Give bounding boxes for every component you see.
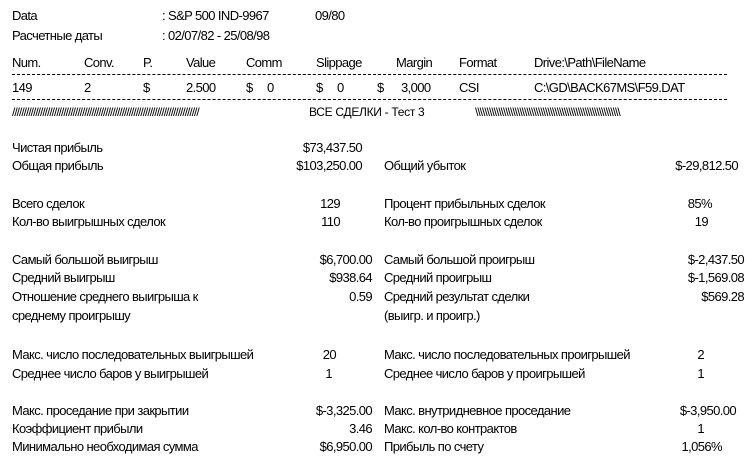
ratio-label-line2: среднему проигрышу (12, 308, 131, 323)
banner-title: ВСЕ СДЕЛКИ - Тест 3 (309, 105, 425, 119)
avg-trade-label-line1: Средний результат сделки (384, 289, 530, 304)
pct-profitable-value: 85% (687, 196, 712, 211)
col-margin: Margin (396, 55, 433, 70)
max-intraday-dd-value: $-3,950.00 (679, 403, 736, 418)
col-comm: Comm (246, 55, 282, 70)
val-format: CSI (459, 80, 479, 95)
header-divider (12, 74, 727, 75)
val-conv: 2 (84, 80, 91, 95)
ratio-label-line1: Отношение среднего выигрыша к (12, 289, 198, 304)
val-slip-currency: $ (316, 80, 323, 95)
net-profit-value: $73,437.50 (302, 140, 362, 155)
banner-right-fill: \\\\\\\\\\\\\\\\\\\\\\\\\\\\\\\\\\\\\\\\\\\\\\\\\\\\\\\\\\\\\\ (475, 105, 620, 119)
data-date: 09/80 (315, 8, 345, 23)
val-comm-currency: $ (246, 80, 253, 95)
gross-profit-value: $103,250.00 (296, 158, 362, 173)
col-format: Format (459, 55, 497, 70)
val-p: $ (143, 80, 150, 95)
avg-bars-losses-value: 1 (697, 366, 704, 381)
max-intraday-dd-label: Макс. внутридневное проседание (384, 403, 571, 418)
val-margin: 3,000 (401, 80, 431, 95)
pct-profitable-label: Процент прибыльных сделок (384, 196, 545, 211)
min-required-label: Минимально необходимая сумма (12, 439, 198, 454)
data-value: : S&P 500 IND-9967 (162, 8, 269, 23)
avg-win-value: $938.64 (329, 270, 372, 285)
avg-win-label: Средний выигрыш (12, 270, 115, 285)
banner-left-fill: //////////////////////////////////////////////////////////////////////////////// (12, 105, 199, 119)
avg-bars-wins-label: Среднее число баров у выигрышей (12, 366, 209, 381)
avg-loss-value: $-1,569.08 (687, 270, 744, 285)
max-consec-wins-label: Макс. число последовательных выигрышей (12, 347, 254, 362)
max-contracts-value: 1 (697, 421, 704, 436)
account-return-label: Прибыль по счету (384, 439, 484, 454)
val-slippage: 0 (337, 80, 344, 95)
max-consec-wins-value: 20 (322, 347, 336, 362)
losing-trades-label: Кол-во проигрышных сделок (384, 214, 542, 229)
val-value: 2.500 (186, 80, 216, 95)
winning-trades-value: 110 (321, 214, 340, 229)
col-slippage: Slippage (316, 55, 362, 70)
section-banner (12, 105, 727, 119)
avg-bars-losses-label: Среднее число баров у проигрышей (384, 366, 585, 381)
largest-win-value: $6,700.00 (319, 252, 372, 267)
data-label: Data (12, 8, 38, 23)
avg-loss-label: Средний проигрыш (384, 270, 492, 285)
ratio-value: 0.59 (349, 289, 372, 304)
max-consec-losses-value: 2 (697, 347, 704, 362)
max-close-dd-value: $-3,325.00 (315, 403, 372, 418)
avg-bars-wins-value: 1 (325, 366, 332, 381)
col-conv: Conv. (84, 55, 114, 70)
largest-loss-value: $-2,437.50 (687, 252, 744, 267)
avg-trade-label-line2: (выигр. и проигр.) (384, 308, 480, 323)
gross-profit-label: Общая прибыль (12, 158, 104, 173)
col-value: Value (186, 55, 216, 70)
dates-label: Расчетные даты (12, 28, 103, 43)
losing-trades-value: 19 (694, 214, 708, 229)
winning-trades-label: Кол-во выигрышных сделок (12, 214, 166, 229)
min-required-value: $6,950.00 (319, 439, 372, 454)
max-contracts-label: Макс. кол-во контрактов (384, 421, 517, 436)
dates-value: : 02/07/82 - 25/08/98 (162, 28, 270, 43)
val-path: C:\GD\BACK67MS\F59.DAT (534, 80, 685, 95)
total-trades-label: Всего сделок (12, 196, 85, 211)
val-comm: 0 (267, 80, 274, 95)
account-return-value: 1,056% (681, 439, 722, 454)
profit-factor-label: Коэффициент прибыли (12, 421, 143, 436)
col-p: P. (143, 55, 153, 70)
avg-trade-value: $569.28 (701, 289, 744, 304)
gross-loss-label: Общий убыток (384, 158, 466, 173)
val-num: 149 (12, 80, 32, 95)
val-margin-currency: $ (377, 80, 384, 95)
largest-win-label: Самый большой выигрыш (12, 252, 158, 267)
params-divider (12, 99, 727, 100)
largest-loss-label: Самый большой проигрыш (384, 252, 535, 267)
net-profit-label: Чистая прибыль (12, 140, 103, 155)
profit-factor-value: 3.46 (349, 421, 372, 436)
col-num: Num. (12, 55, 41, 70)
max-close-dd-label: Макс. проседание при закрытии (12, 403, 189, 418)
gross-loss-value: $-29,812.50 (675, 158, 738, 173)
col-path: Drive:\Path\FileName (534, 55, 646, 70)
total-trades-value: 129 (320, 196, 340, 211)
max-consec-losses-label: Макс. число последовательных проигрышей (384, 347, 630, 362)
